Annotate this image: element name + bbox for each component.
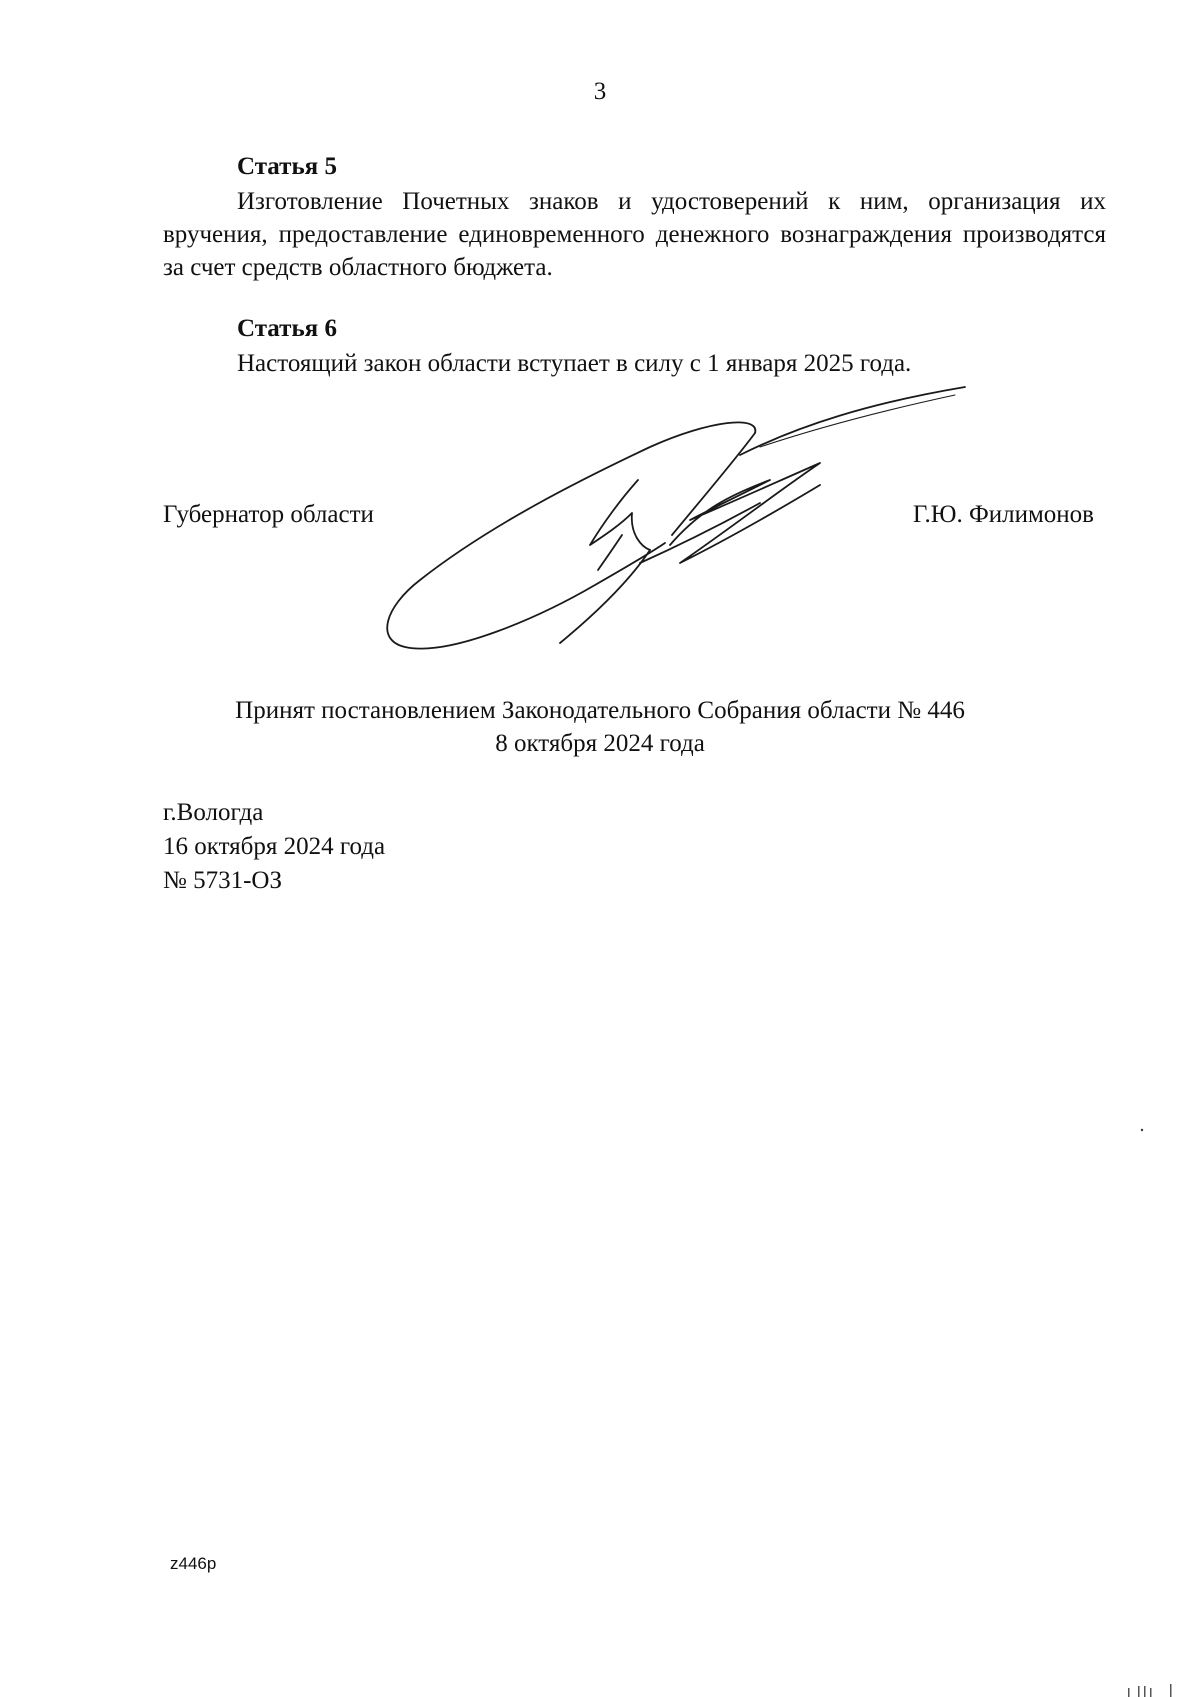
article-6: [163, 312, 1106, 380]
page-number: 3: [593, 78, 607, 105]
document-code: z446p: [170, 1554, 217, 1573]
law-number: № 5731-ОЗ: [163, 867, 283, 894]
adoption-resolution: Принят постановлением Законодательного Собрания области № 446: [235, 697, 965, 724]
article-5-title: Статья 5: [237, 153, 337, 180]
adoption-block: [0, 694, 1200, 760]
signer-name: Г.Ю. Филимонов: [912, 501, 1094, 528]
adoption-date: 8 октября 2024 года: [495, 730, 705, 757]
place-date-number-block: [163, 796, 385, 898]
handwritten-signature: [380, 385, 970, 655]
city: г.Вологда: [163, 799, 264, 826]
article-6-body: Настоящий закон области вступает в силу с 1 января 2025 года.: [237, 350, 912, 377]
signing-date: 16 октября 2024 года: [163, 833, 386, 860]
article-5-body: Изготовление Почетных знаков и удостоверений к ним, организация их вручения, предоставление единовременного денежного вознаграждения производятся за счет средств областного бюджета.: [163, 188, 1106, 281]
article-6-title: Статья 6: [237, 315, 337, 342]
signer-position: Губернатор области: [163, 501, 374, 528]
article-5: [163, 150, 1106, 284]
